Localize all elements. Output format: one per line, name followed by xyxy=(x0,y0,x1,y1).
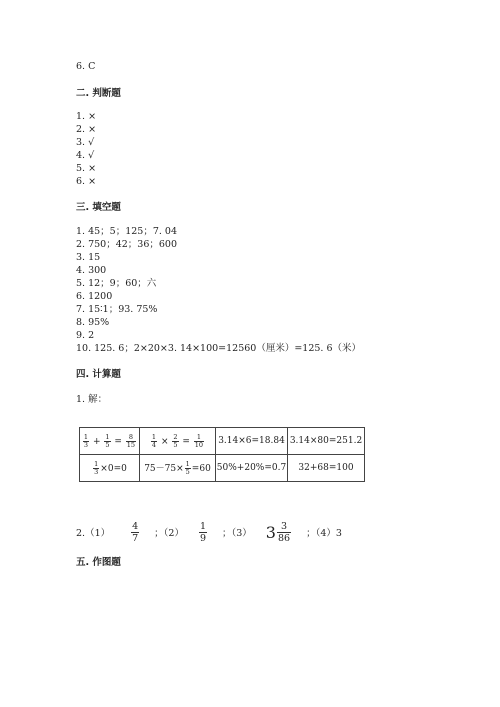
fraction: $\frac{4}{7}$ xyxy=(132,520,139,544)
calc-table xyxy=(79,427,365,482)
calc-cell-r1c4: 3.14×80=251.2 xyxy=(288,428,365,455)
fill-item-6: 6. 1200 xyxy=(76,291,113,302)
calc-cell-r2c2: 75－75× $\frac{1}{5}$ =60 xyxy=(140,455,216,482)
part2-label-4: ；（4）3 xyxy=(306,528,342,539)
fill-item-9: 9. 2 xyxy=(76,330,95,341)
fill-item-7: 7. 15∶1；93. 75% xyxy=(76,304,158,315)
fraction: $\frac{3}{86}$ xyxy=(277,520,291,544)
calc-cell-r1c1: $\frac{1}{3}$ + $\frac{1}{5}$ = $\frac{8}{15}$ xyxy=(80,428,140,455)
calc-cell-r2c1: $\frac{1}{3}$ ×0=0 xyxy=(80,455,140,482)
fill-item-3: 3. 15 xyxy=(76,252,101,263)
fill-item-1: 1. 45；5；125；7. 04 xyxy=(76,226,178,237)
calc-cell-r2c4: 32+68=100 xyxy=(288,455,365,482)
fill-item-8: 8. 95% xyxy=(76,317,110,328)
answer-6c: 6. C xyxy=(76,61,96,72)
fill-item-2: 2. 750；42；36；600 xyxy=(76,239,178,250)
fraction: $\frac{1}{5}$ xyxy=(105,432,110,449)
fraction: $\frac{8}{15}$ xyxy=(126,432,136,449)
mixed-number-whole: 3 xyxy=(265,522,276,542)
calc-part1-label: 1. 解： xyxy=(76,394,108,405)
fraction: $\frac{1}{9}$ xyxy=(199,520,206,544)
fraction: $\frac{1}{10}$ xyxy=(194,432,204,449)
judgement-item-2: 2. × xyxy=(76,124,97,135)
calc-cell-r1c2: $\frac{1}{4}$ × $\frac{2}{5}$ = $\frac{1}{10}$ xyxy=(140,428,216,455)
calc-part2 xyxy=(76,517,342,547)
section-heading-judgement: 二. 判断题 xyxy=(76,88,121,99)
judgement-item-5: 5. × xyxy=(76,163,97,174)
part2-label-1: 2.（1） xyxy=(76,528,111,539)
calc-cell-r1c3: 3.14×6=18.84 xyxy=(216,428,288,455)
fraction: $\frac{1}{4}$ xyxy=(151,432,157,449)
fraction: $\frac{2}{5}$ xyxy=(173,432,178,449)
judgement-item-6: 6. × xyxy=(76,176,97,187)
part2-label-3: ；（3） xyxy=(222,528,252,539)
judgement-item-4: 4. √ xyxy=(76,150,95,161)
section-heading-fill: 三. 填空题 xyxy=(76,202,121,213)
part2-label-2: ；（2） xyxy=(154,528,184,539)
calc-cell-r2c3: 50%+20%=0.7 xyxy=(216,455,288,482)
section-heading-calc: 四. 计算题 xyxy=(76,369,121,380)
fill-item-5: 5. 12；9；60；六 xyxy=(76,278,157,289)
fill-item-4: 4. 300 xyxy=(76,265,107,276)
judgement-item-3: 3. √ xyxy=(76,137,95,148)
fraction: $\frac{1}{5}$ xyxy=(185,459,190,476)
fraction: $\frac{1}{3}$ xyxy=(94,459,99,476)
fill-item-10: 10. 125. 6；2×20×3. 14×100=12560（厘米）=125. 6（米） xyxy=(76,343,362,354)
section-heading-drawing: 五. 作图题 xyxy=(76,557,121,568)
fraction: $\frac{1}{3}$ xyxy=(83,432,89,449)
judgement-item-1: 1. × xyxy=(76,111,97,122)
